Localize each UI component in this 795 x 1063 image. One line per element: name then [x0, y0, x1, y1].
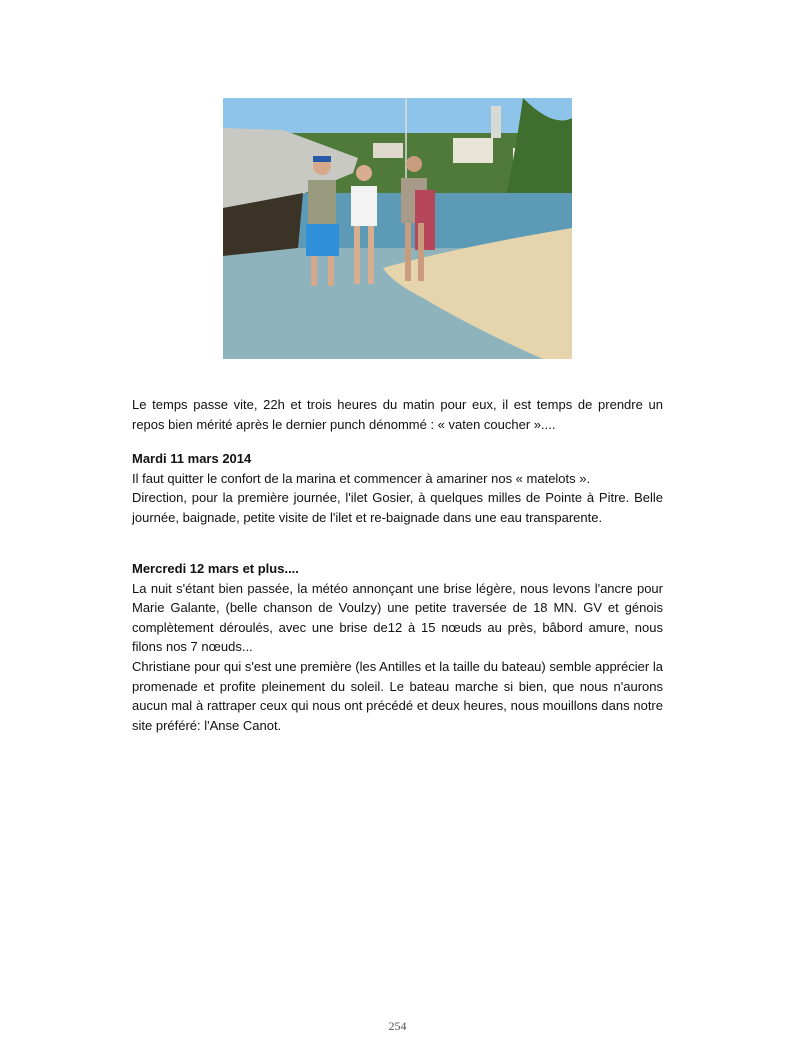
page-number: 254	[388, 1019, 407, 1033]
beach-photo	[223, 98, 572, 359]
day2-section	[132, 559, 663, 735]
day2-paragraph-2: Christiane pour qui s'est une première (les Antilles et la taille du bateau) semble apprécier la promenade et profite pleinement du soleil. Le bateau marche si bien, que nous n'aurons aucun mal à rattraper ceux qui nous ont précédé et deux heures, nous mouillons dans notre site préféré: l'Anse Canot.	[132, 658, 663, 733]
intro-paragraph: Le temps passe vite, 22h et trois heures du matin pour eux, il est temps de prendre un repos bien mérité après le dernier punch dénommé : « vaten coucher »....	[132, 397, 663, 432]
day2-paragraph-1: La nuit s'étant bien passée, la météo annonçant une brise légère, nous levons l'ancre pour Marie Galante, (belle chanson de Voulzy) une petite traversée de 18 MN. GV et génois complètement déroulés, avec une brise de12 à 15 nœuds au près, bâbord amure, nous filons nos 7 nœuds...	[132, 580, 663, 655]
day1-heading: Mardi 11 mars 2014	[132, 451, 252, 466]
intro-section	[132, 395, 663, 434]
day2-heading: Mercredi 12 mars et plus....	[132, 561, 299, 576]
day1-paragraph-1: Il faut quitter le confort de la marina et commencer à amariner nos « matelots ».	[132, 470, 591, 486]
day1-paragraph-2: Direction, pour la première journée, l'ilet Gosier, à quelques milles de Pointe à Pitre. Belle journée, baignade, petite visite de l'ilet et re-baignade dans une eau transparente.	[132, 490, 663, 525]
day1-section	[132, 449, 663, 527]
beach-photo-icon	[223, 98, 572, 359]
